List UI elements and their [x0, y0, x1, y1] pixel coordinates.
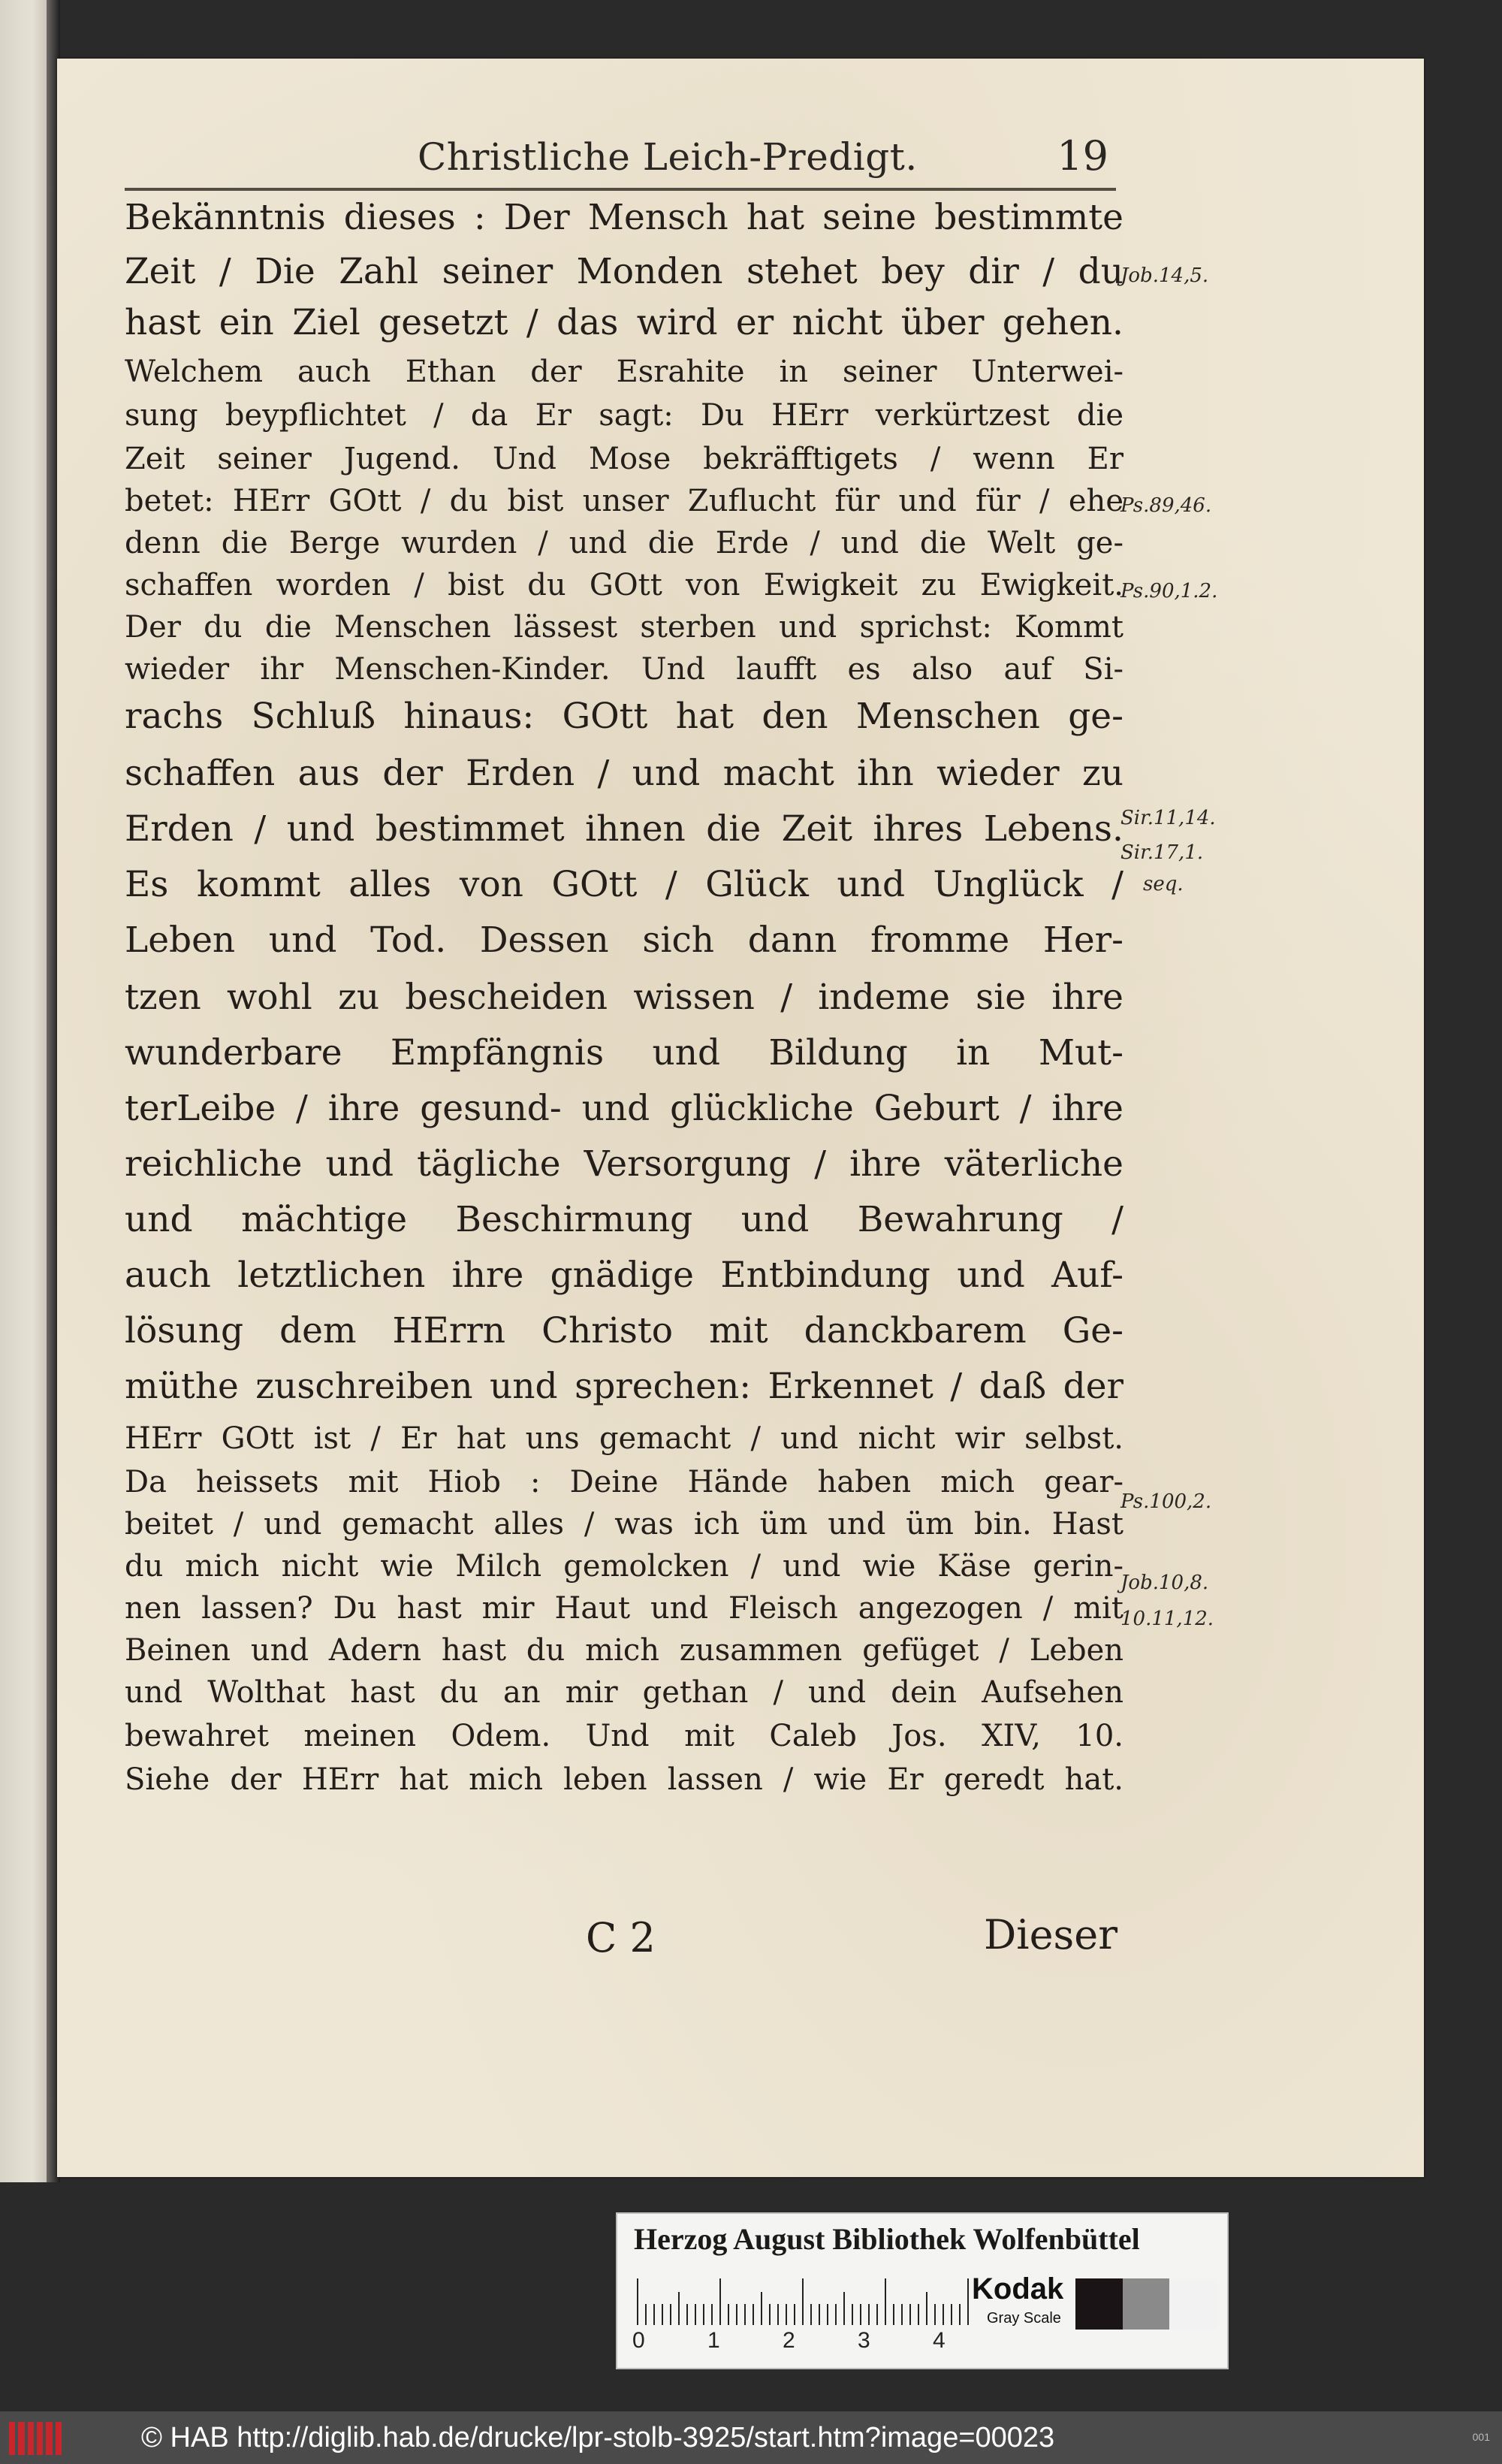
- text-line: hast ein Ziel gesetzt / das wird er nicht über gehen.: [125, 302, 1123, 343]
- gray-patches: [1075, 2278, 1217, 2330]
- ruler-tick: [827, 2304, 828, 2325]
- text-line: lösung dem HErrn Christo mit danckbarem Ge-: [125, 1310, 1123, 1351]
- margin-reference: Job.10,8.: [1120, 1572, 1209, 1594]
- kodak-brand: Kodak: [972, 2272, 1064, 2305]
- ruler-number: 3: [858, 2328, 870, 2353]
- ruler-tick: [860, 2304, 861, 2325]
- ruler-tick: [761, 2292, 762, 2325]
- ruler-tick: [843, 2292, 845, 2325]
- ruler-labels: [632, 2328, 978, 2358]
- ruler-tick: [802, 2278, 804, 2325]
- ruler-tick: [926, 2292, 927, 2325]
- footer-mark: 001: [1472, 2431, 1490, 2443]
- ruler-number: 2: [783, 2328, 795, 2353]
- text-line: denn die Berge wurden / und die Erde / und die Welt ge-: [125, 526, 1123, 560]
- ruler-tick: [653, 2304, 655, 2325]
- ruler-tick: [769, 2304, 771, 2325]
- ruler-tick: [918, 2304, 919, 2325]
- text-line: schaffen worden / bist du GOtt von Ewigkeit zu Ewigkeit.: [125, 568, 1123, 602]
- text-line: müthe zuschreiben und sprechen: Erkennet / daß der: [125, 1366, 1123, 1407]
- footer-credit-link[interactable]: © HAB http://diglib.hab.de/drucke/lpr-stolb-3925/start.htm?image=00023: [141, 2422, 1055, 2453]
- text-line: wieder ihr Menschen-Kinder. Und laufft es also auf Si-: [125, 652, 1123, 687]
- ruler-tick: [810, 2304, 812, 2325]
- text-line: auch letztlichen ihre gnädige Entbindung und Auf-: [125, 1255, 1123, 1296]
- text-line: Da heissets mit Hiob : Deine Hände haben mich gear-: [125, 1465, 1123, 1499]
- text-line: du mich nicht wie Milch gemolcken / und wie Käse gerin-: [125, 1549, 1123, 1584]
- ruler-tick: [637, 2278, 638, 2325]
- ruler-number: 1: [707, 2328, 720, 2353]
- ruler-number: 0: [632, 2328, 645, 2353]
- text-line: beitet / und gemacht alles / was ich üm und üm bin. Hast: [125, 1507, 1123, 1542]
- page-header: [125, 129, 1123, 182]
- ruler-tick: [959, 2304, 961, 2325]
- text-line: betet: HErr GOtt / du bist unser Zuflucht für und für / ehe: [125, 484, 1123, 518]
- text-line: Der du die Menschen lässest sterben und sprichst: Kommt: [125, 610, 1123, 645]
- ruler-tick: [909, 2304, 911, 2325]
- ruler-tick: [719, 2278, 721, 2325]
- text-line: Zeit / Die Zahl seiner Monden stehet bey dir / du: [125, 251, 1123, 292]
- text-line: Siehe der HErr hat mich leben lassen / wie Er geredt hat.: [125, 1762, 1123, 1797]
- ruler-tick: [893, 2304, 894, 2325]
- gray-patch: [1169, 2278, 1217, 2330]
- text-line: Beinen und Adern hast du mich zusammen gefüget / Leben: [125, 1633, 1123, 1668]
- text-line: nen lassen? Du hast mir Haut und Fleisch angezogen / mit: [125, 1591, 1123, 1626]
- ruler-tick: [835, 2304, 837, 2325]
- ruler-tick: [777, 2304, 779, 2325]
- gray-patch: [1075, 2278, 1123, 2330]
- ruler-tick: [876, 2304, 878, 2325]
- ruler-tick: [645, 2304, 647, 2325]
- ruler-tick: [885, 2278, 886, 2325]
- text-line: schaffen aus der Erden / und macht ihn wieder zu: [125, 753, 1123, 794]
- ruler-tick: [670, 2304, 671, 2325]
- ruler-tick: [703, 2304, 704, 2325]
- ruler-tick: [695, 2304, 696, 2325]
- text-line: Es kommt alles von GOtt / Glück und Unglück /: [125, 864, 1123, 905]
- margin-reference: Sir.17,1.: [1120, 841, 1204, 864]
- ruler-number: 4: [933, 2328, 946, 2353]
- ruler-tick: [678, 2292, 680, 2325]
- ruler-tick: [943, 2304, 944, 2325]
- text-line: und Wolthat hast du an mir gethan / und dein Aufsehen: [125, 1675, 1123, 1710]
- ruler-tick: [951, 2304, 952, 2325]
- page-number: 19: [1057, 132, 1108, 180]
- ruler-tick: [686, 2304, 688, 2325]
- running-title: Christliche Leich-Predigt.: [418, 135, 918, 179]
- footer-bar: [0, 2411, 1502, 2464]
- ruler-tick: [819, 2304, 820, 2325]
- text-line: reichliche und tägliche Versorgung / ihre väterliche: [125, 1143, 1123, 1185]
- margin-reference: seq.: [1143, 873, 1184, 895]
- margin-reference: Ps.100,2.: [1120, 1490, 1212, 1513]
- margin-reference: Ps.89,46.: [1120, 494, 1212, 517]
- margin-reference: Job.14,5.: [1120, 264, 1209, 287]
- margin-reference: 10.11,12.: [1120, 1608, 1214, 1630]
- text-line: sung beypflichtet / da Er sagt: Du HErr verkürtzest die: [125, 398, 1123, 433]
- ruler-tick: [868, 2304, 870, 2325]
- text-line: wunderbare Empfängnis und Bildung in Mut-: [125, 1032, 1123, 1073]
- text-line: HErr GOtt ist / Er hat uns gemacht / und nicht wir selbst.: [125, 1421, 1123, 1456]
- ruler-tick: [744, 2304, 746, 2325]
- ruler-tick: [934, 2304, 936, 2325]
- text-line: Leben und Tod. Dessen sich dann fromme Her-: [125, 919, 1123, 961]
- text-line: tzen wohl zu bescheiden wissen / indeme sie ihre: [125, 977, 1123, 1018]
- ruler-tick: [794, 2304, 795, 2325]
- ruler-tick: [711, 2304, 713, 2325]
- text-line: Welchem auch Ethan der Esrahite in seiner Unterwei-: [125, 355, 1123, 389]
- gray-scale-label: Gray Scale: [987, 2310, 1061, 2327]
- ruler-tick: [901, 2304, 903, 2325]
- text-line: und mächtige Beschirmung und Bewahrung /: [125, 1199, 1123, 1240]
- color-target-card: [616, 2212, 1229, 2369]
- ruler-tick: [753, 2304, 754, 2325]
- header-rule: [125, 188, 1116, 191]
- signature-mark: C 2: [586, 1914, 656, 1961]
- gray-patch: [1123, 2278, 1170, 2330]
- text-line: Zeit seiner Jugend. Und Mose bekräfftigets / wenn Er: [125, 442, 1123, 476]
- ruler-scale: [632, 2274, 963, 2325]
- ruler-tick: [967, 2278, 969, 2325]
- text-line: bewahret meinen Odem. Und mit Caleb Jos. XIV, 10.: [125, 1719, 1123, 1753]
- margin-reference: Sir.11,14.: [1120, 807, 1216, 829]
- text-line: rachs Schluß hinaus: GOtt hat den Menschen ge-: [125, 696, 1123, 737]
- hab-logo-icon: [9, 2422, 62, 2455]
- ruler-tick: [786, 2304, 787, 2325]
- text-line: Bekänntnis dieses : Der Mensch hat seine bestimmte: [125, 197, 1123, 238]
- ruler-tick: [736, 2304, 737, 2325]
- margin-reference: Ps.90,1.2.: [1120, 580, 1218, 602]
- text-line: Erden / und bestimmet ihnen die Zeit ihres Lebens.: [125, 808, 1123, 850]
- ruler-tick: [852, 2304, 853, 2325]
- library-name: Herzog August Bibliothek Wolfenbüttel: [634, 2222, 1140, 2256]
- ruler-tick: [728, 2304, 729, 2325]
- ruler-tick: [662, 2304, 663, 2325]
- catchword: Dieser: [984, 1911, 1118, 1958]
- text-line: terLeibe / ihre gesund- und glückliche Geburt / ihre: [125, 1088, 1123, 1129]
